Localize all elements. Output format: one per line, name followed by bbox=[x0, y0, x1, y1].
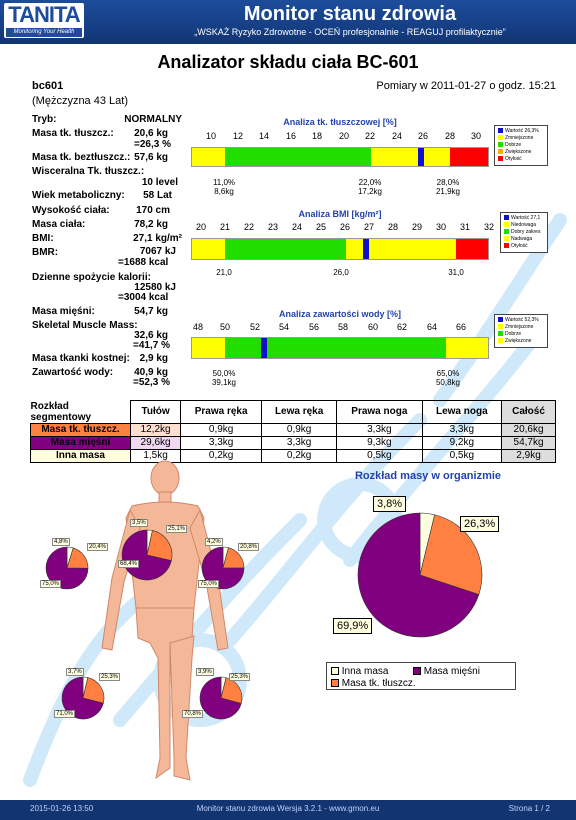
bmr-label: BMR: bbox=[32, 247, 59, 258]
col-header: Lewa noga bbox=[422, 401, 501, 424]
trunk-pie bbox=[120, 528, 174, 582]
legend-label: Masa mięśni bbox=[423, 666, 480, 677]
col-header: Lewa ręka bbox=[262, 401, 337, 424]
legend-label: Dobry zakres bbox=[511, 229, 541, 235]
footer bbox=[0, 800, 576, 820]
water-tick: 62 bbox=[396, 322, 407, 332]
mode-value: NORMALNY bbox=[124, 114, 182, 125]
legend-label: Niedowaga bbox=[511, 222, 537, 228]
fat-tick: 14 bbox=[258, 131, 269, 141]
pie-other-label: 3,8% bbox=[373, 496, 406, 512]
table-row bbox=[31, 436, 556, 449]
table-cell: 9,3kg bbox=[337, 436, 422, 449]
bmi-tick: 28 bbox=[387, 222, 398, 232]
bmi-value: 27,1 kg/m² bbox=[133, 233, 182, 244]
mode-label: Tryb: bbox=[32, 114, 57, 125]
fat-tick: 30 bbox=[470, 131, 481, 141]
bmr-value: 7067 kJ bbox=[139, 246, 176, 257]
metabolic-age-label: Wiek metaboliczny: bbox=[32, 190, 125, 201]
lean-mass-value: 57,6 kg bbox=[134, 152, 168, 163]
table-cell: 0,5kg bbox=[337, 449, 422, 462]
water-value-marker bbox=[261, 338, 267, 358]
fat-legend bbox=[494, 125, 548, 166]
table-cell: 12,2kg bbox=[131, 423, 181, 436]
right-leg-muscle-label: 71,0% bbox=[56, 711, 74, 717]
right-leg-other-label: 3,7% bbox=[68, 669, 82, 675]
legend-item bbox=[498, 128, 544, 135]
legend-label: Zwiększone bbox=[505, 149, 532, 155]
person-id: bc601 bbox=[32, 80, 64, 92]
person-desc: (Mężczyzna 43 Lat) bbox=[32, 95, 128, 107]
measurement-date: Pomiary w 2011-01-27 o godz. 15:21 bbox=[376, 80, 556, 92]
fat-range bbox=[204, 178, 244, 196]
bone-mass-label: Masa tkanki kostnej: bbox=[32, 353, 130, 364]
table-cell: 0,2kg bbox=[181, 449, 262, 462]
legend-label: Otyłość bbox=[505, 156, 522, 162]
table-cell: 29,6kg bbox=[131, 436, 181, 449]
bmi-gauge-bar bbox=[191, 238, 489, 260]
footer-version: Monitor stanu zdrowia Wersja 3.2.1 - www.gmon.eu bbox=[196, 804, 380, 813]
water-zone-good bbox=[225, 338, 446, 358]
water-tick: 54 bbox=[278, 322, 289, 332]
daily-intake-kcal: =3004 kcal bbox=[118, 292, 169, 303]
legend-item bbox=[498, 338, 544, 345]
visceral-fat-label: Wisceralna Tk. tłuszcz.: bbox=[32, 166, 145, 177]
row-label: Inna masa bbox=[31, 449, 131, 462]
water-tick: 56 bbox=[308, 322, 319, 332]
fat-zone-reduced bbox=[192, 148, 225, 166]
legend-label: Wartość 26,3% bbox=[505, 128, 539, 134]
app-title: Monitor stanu zdrowia bbox=[243, 3, 457, 25]
trunk-fat-label: 25,1% bbox=[168, 526, 186, 532]
legend-item bbox=[498, 331, 544, 338]
bmi-value-marker bbox=[363, 239, 369, 259]
table-cell: 2,9kg bbox=[502, 449, 556, 462]
mass-distribution-title: Rozkład masy w organizmie bbox=[354, 470, 502, 482]
fat-tick: 18 bbox=[311, 131, 322, 141]
tanita-logo bbox=[4, 3, 84, 38]
legend-item bbox=[331, 666, 388, 677]
footer-page: Strona 1 / 2 bbox=[508, 804, 550, 813]
table-cell: 3,3kg bbox=[337, 423, 422, 436]
bmi-legend bbox=[500, 212, 548, 253]
table-cell: 0,9kg bbox=[262, 423, 337, 436]
water-tick: 64 bbox=[426, 322, 437, 332]
legend-item bbox=[413, 666, 480, 677]
bmi-tick: 24 bbox=[291, 222, 302, 232]
water-range bbox=[204, 369, 244, 387]
bmi-tick: 29 bbox=[411, 222, 422, 232]
col-header: Prawa ręka bbox=[181, 401, 262, 424]
fat-mass-value: 20,6 kg bbox=[134, 128, 168, 139]
bmi-tick: 23 bbox=[267, 222, 278, 232]
logo-text: TANITA bbox=[8, 2, 80, 27]
fat-mass-label: Masa tk. tłuszcz.: bbox=[32, 128, 114, 139]
page-title: Analizator składu ciała BC-601 bbox=[157, 52, 419, 72]
bmi-gauge-title: Analiza BMI [kg/m²] bbox=[298, 209, 382, 219]
legend-item bbox=[498, 142, 544, 149]
legend-item bbox=[498, 156, 544, 163]
left-leg-fat-label: 25,3% bbox=[231, 674, 249, 680]
right-arm-fat-label: 20,4% bbox=[89, 544, 107, 550]
fat-range-pct: 11,0% bbox=[212, 178, 236, 187]
right-arm-other-label: 4,8% bbox=[54, 539, 68, 545]
fat-gauge-bar bbox=[191, 147, 489, 167]
row-label: Masa mięśni bbox=[31, 436, 131, 449]
col-header: Prawa noga bbox=[337, 401, 422, 424]
segment-table bbox=[30, 400, 556, 463]
left-leg-other-label: 3,9% bbox=[198, 669, 212, 675]
fat-mass-percent: =26,3 % bbox=[134, 139, 171, 150]
legend-item bbox=[498, 324, 544, 331]
legend-item bbox=[504, 236, 544, 243]
footer-date: 2015-01-26 13:50 bbox=[30, 804, 94, 813]
table-cell: 54,7kg bbox=[502, 436, 556, 449]
pie-muscle-label: 69,9% bbox=[333, 618, 372, 634]
legend-label: Zmniejszone bbox=[505, 135, 534, 141]
left-leg-pie bbox=[198, 675, 244, 721]
water-gauge-title: Analiza zawartości wody [%] bbox=[278, 309, 402, 319]
fat-tick: 28 bbox=[444, 131, 455, 141]
muscle-mass-label: Masa mięśni: bbox=[32, 306, 95, 317]
muscle-mass-value: 54,7 kg bbox=[134, 306, 168, 317]
bmi-tick: 30 bbox=[435, 222, 446, 232]
fat-tick: 24 bbox=[391, 131, 402, 141]
visceral-fat-value: 10 level bbox=[141, 177, 178, 188]
pie-fat-label: 26,3% bbox=[460, 516, 499, 532]
fat-range bbox=[350, 178, 390, 196]
legend-label: Nadwaga bbox=[511, 236, 533, 242]
legend-item bbox=[504, 222, 544, 229]
bmi-tick: 25 bbox=[315, 222, 326, 232]
legend-item bbox=[504, 215, 544, 222]
table-cell: 1,5kg bbox=[131, 449, 181, 462]
body-figure bbox=[90, 458, 240, 793]
bmi-tick: 32 bbox=[483, 222, 494, 232]
water-range-pct: 50,0% bbox=[212, 369, 236, 378]
water-tick: 50 bbox=[219, 322, 230, 332]
right-arm-muscle-label: 75,0% bbox=[42, 581, 60, 587]
legend-item bbox=[498, 149, 544, 156]
logo-tagline: Monitoring Your Health bbox=[6, 28, 82, 37]
bmi-tick: 26 bbox=[339, 222, 350, 232]
fat-tick: 20 bbox=[338, 131, 349, 141]
right-leg-fat-label: 25,3% bbox=[101, 674, 119, 680]
bmi-label: BMI: bbox=[32, 233, 54, 244]
water-legend bbox=[494, 314, 548, 348]
skeletal-muscle-value: 32,6 kg bbox=[134, 330, 168, 341]
height-value: 170 cm bbox=[136, 205, 170, 216]
bmi-tick: 27 bbox=[363, 222, 374, 232]
bmi-tick: 20 bbox=[195, 222, 206, 232]
water-percent: =52,3 % bbox=[133, 377, 170, 388]
trunk-other-label: 3,5% bbox=[132, 520, 146, 526]
legend-item bbox=[504, 243, 544, 250]
lean-mass-label: Masa tk. beztłuszcz.: bbox=[32, 152, 131, 163]
daily-intake-label: Dzienne spożycie kalorii: bbox=[32, 272, 151, 283]
fat-zone-increased bbox=[371, 148, 450, 166]
bone-mass-value: 2,9 kg bbox=[139, 353, 168, 364]
water-tick: 58 bbox=[337, 322, 348, 332]
fat-tick: 22 bbox=[364, 131, 375, 141]
table-cell: 3,3kg bbox=[262, 436, 337, 449]
bmi-range: 26,0 bbox=[333, 268, 349, 277]
water-range-pct: 65,0% bbox=[436, 369, 460, 378]
water-zone-reduced bbox=[192, 338, 225, 358]
bmi-zone-good bbox=[225, 239, 346, 259]
trunk-muscle-label: 68,4% bbox=[120, 561, 138, 567]
legend-item bbox=[331, 678, 416, 689]
fat-range-pct: 22,0% bbox=[358, 178, 382, 187]
table-cell: 3,3kg bbox=[181, 436, 262, 449]
bmr-kcal: =1688 kcal bbox=[118, 257, 169, 268]
bmi-tick: 22 bbox=[243, 222, 254, 232]
col-header: Całość bbox=[502, 401, 556, 424]
legend-label: Inna masa bbox=[341, 666, 389, 677]
legend-label: Wartość 27,1 bbox=[511, 215, 541, 221]
table-row bbox=[31, 423, 556, 436]
legend-item bbox=[504, 229, 544, 236]
left-arm-fat-label: 20,8% bbox=[240, 544, 258, 550]
bmi-zone-obese bbox=[456, 239, 489, 259]
table-cell: 3,3kg bbox=[422, 423, 501, 436]
bmi-tick: 31 bbox=[459, 222, 470, 232]
app-subtitle: „WSKAŻ Ryzyko Zdrowotne - OCEŃ profesjonalnie - REAGUJ profilaktycznie” bbox=[194, 27, 506, 37]
weight-label: Masa ciała: bbox=[32, 219, 86, 230]
skeletal-muscle-percent: =41,7 % bbox=[133, 340, 170, 351]
fat-range-kg: 17,2kg bbox=[357, 187, 383, 196]
legend-label: Masa tk. tłuszcz. bbox=[341, 678, 416, 689]
metabolic-age-value: 58 Lat bbox=[143, 190, 172, 201]
bmi-zone-underweight bbox=[192, 239, 225, 259]
bmi-range: 31,0 bbox=[448, 268, 464, 277]
fat-zone-good bbox=[225, 148, 371, 166]
table-header-row bbox=[31, 401, 556, 424]
bmi-range: 21,0 bbox=[216, 268, 232, 277]
fat-range bbox=[428, 178, 468, 196]
fat-range-pct: 28,0% bbox=[436, 178, 460, 187]
col-header: Tułów bbox=[131, 401, 181, 424]
table-cell: 20,6kg bbox=[502, 423, 556, 436]
table-caption: Rozkład segmentowy bbox=[30, 400, 92, 423]
legend-item bbox=[498, 317, 544, 324]
bmi-tick: 21 bbox=[219, 222, 230, 232]
fat-tick: 16 bbox=[285, 131, 296, 141]
fat-tick: 12 bbox=[232, 131, 243, 141]
legend-item bbox=[498, 135, 544, 142]
fat-value-marker bbox=[418, 148, 424, 166]
left-arm-muscle-label: 75,0% bbox=[200, 581, 218, 587]
fat-range-kg: 21,9kg bbox=[435, 187, 461, 196]
water-range-kg: 39,1kg bbox=[211, 378, 237, 387]
left-arm-other-label: 4,2% bbox=[207, 539, 221, 545]
water-zone-increased bbox=[446, 338, 489, 358]
water-tick: 66 bbox=[455, 322, 466, 332]
weight-value: 78,2 kg bbox=[134, 219, 168, 230]
fat-gauge-title: Analiza tk. tłuszczowej [%] bbox=[283, 117, 397, 127]
skeletal-muscle-label: Skeletal Muscle Mass: bbox=[32, 320, 138, 331]
fat-range-kg: 8,6kg bbox=[214, 187, 234, 196]
water-range bbox=[428, 369, 468, 387]
fat-tick: 10 bbox=[205, 131, 216, 141]
water-tick: 48 bbox=[192, 322, 203, 332]
table-cell: 9,2kg bbox=[422, 436, 501, 449]
table-cell: 0,2kg bbox=[262, 449, 337, 462]
water-label: Zawartość wody: bbox=[32, 367, 114, 378]
left-leg-muscle-label: 70,8% bbox=[184, 711, 202, 717]
legend-label: Dobrze bbox=[505, 331, 522, 337]
legend-label: Zmniejszone bbox=[505, 324, 534, 330]
water-tick: 60 bbox=[367, 322, 378, 332]
water-value: 40,9 kg bbox=[134, 367, 168, 378]
legend-label: Otyłość bbox=[511, 243, 528, 249]
table-cell: 0,5kg bbox=[422, 449, 501, 462]
water-range-kg: 50,8kg bbox=[435, 378, 461, 387]
water-tick: 52 bbox=[249, 322, 260, 332]
legend-label: Wartość 52,3% bbox=[505, 317, 539, 323]
mass-distribution-legend bbox=[326, 662, 516, 690]
height-label: Wysokość ciała: bbox=[32, 205, 110, 216]
fat-zone-obese bbox=[450, 148, 489, 166]
legend-label: Zwiększone bbox=[505, 338, 532, 344]
daily-intake-value: 12580 kJ bbox=[134, 282, 176, 293]
table-cell: 0,9kg bbox=[181, 423, 262, 436]
row-label: Masa tk. tłuszcz. bbox=[31, 423, 131, 436]
water-gauge-bar bbox=[191, 337, 489, 359]
fat-tick: 26 bbox=[417, 131, 428, 141]
legend-label: Dobrze bbox=[505, 142, 522, 148]
